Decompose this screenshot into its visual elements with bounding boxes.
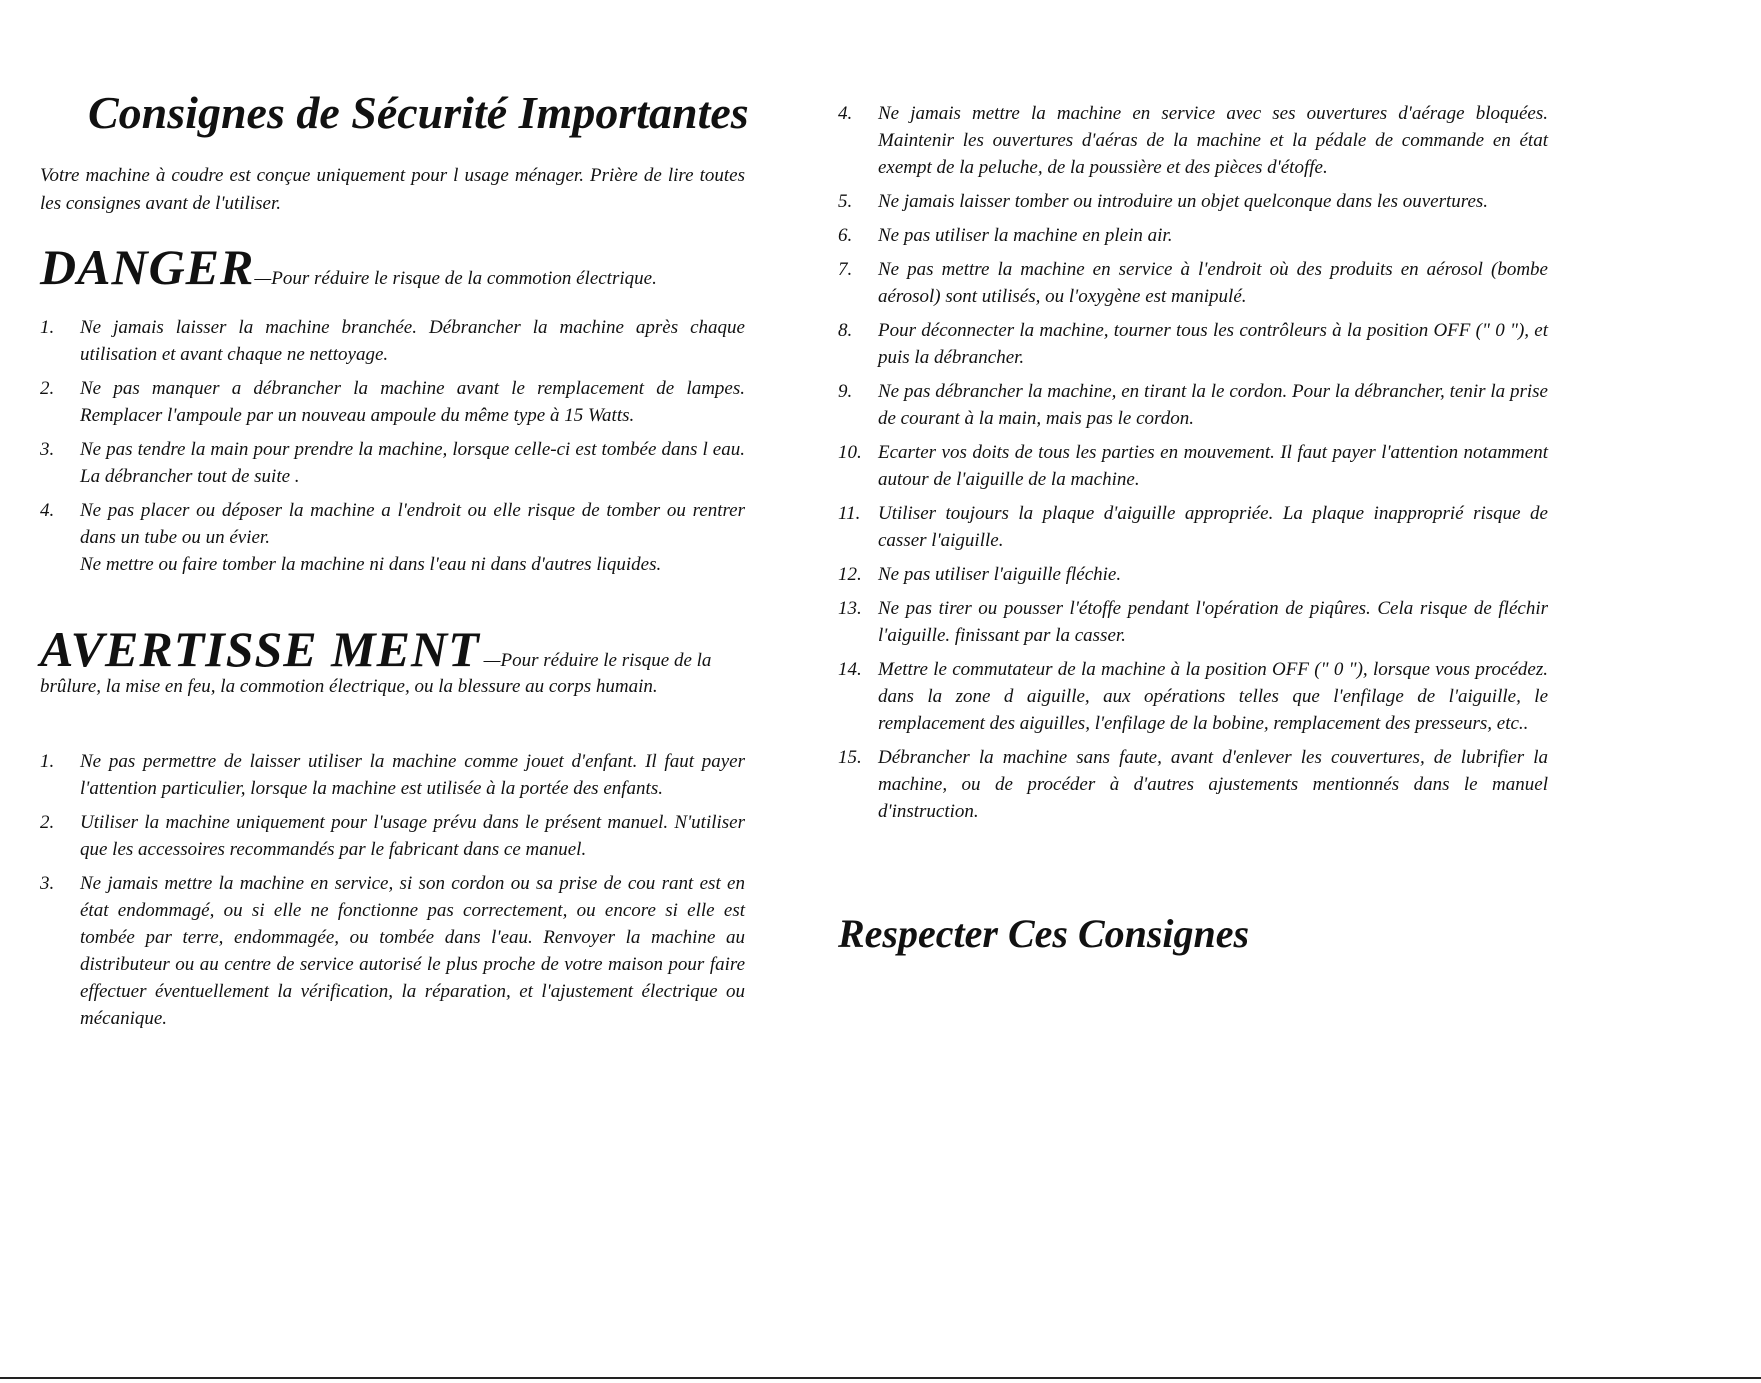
list-item bbox=[838, 378, 1548, 432]
item-extra-text: Ne mettre ou faire tomber la machine ni dans l'eau ni dans d'autres liquides. bbox=[80, 554, 662, 575]
item-text: Ne pas mettre la machine en service à l'endroit où des produits en aérosol (bombe aérosol) sont utilisés, ou l'oxygène est manipulé. bbox=[878, 259, 1548, 307]
list-item bbox=[40, 314, 745, 368]
list-item bbox=[838, 188, 1548, 215]
list-item bbox=[40, 436, 745, 490]
item-number: 3. bbox=[40, 873, 55, 894]
item-text: Ne jamais mettre la machine en service avec ses ouvertures d'aérage bloquées. Maintenir les ouvertures d'aéras de la machine et la pédale de commande en état exempt de la peluche, de la poussière et des pièces d'étoffe. bbox=[878, 103, 1548, 178]
warning-heading bbox=[40, 620, 711, 678]
danger-heading-subtitle: —Pour réduire le risque de la commotion électrique. bbox=[254, 268, 657, 289]
list-item bbox=[838, 256, 1548, 310]
item-number: 5. bbox=[838, 191, 853, 212]
list-item bbox=[838, 656, 1548, 737]
item-number: 11. bbox=[838, 503, 861, 524]
list-item bbox=[838, 317, 1548, 371]
item-number: 6. bbox=[838, 225, 853, 246]
item-text: Pour déconnecter la machine, tourner tous les contrôleurs à la position OFF (" 0 "), et puis la débrancher. bbox=[878, 320, 1548, 368]
list-item bbox=[838, 222, 1548, 249]
danger-heading bbox=[40, 238, 657, 296]
item-text: Ne pas tendre la main pour prendre la machine, lorsque celle-ci est tombée dans l eau. La débrancher tout de suite . bbox=[80, 439, 745, 487]
item-text: Ne pas utiliser l'aiguille fléchie. bbox=[878, 564, 1122, 585]
list-item bbox=[838, 744, 1548, 825]
item-number: 2. bbox=[40, 378, 55, 399]
list-item bbox=[838, 561, 1548, 588]
item-number: 15. bbox=[838, 747, 862, 768]
item-number: 4. bbox=[40, 500, 55, 521]
item-text: Ne pas manquer a débrancher la machine avant le remplacement de lampes. Remplacer l'ampoule par un nouveau ampoule du même type à 15 Watts. bbox=[80, 378, 745, 426]
warning-heading-subtitle: —Pour réduire le risque de la bbox=[483, 650, 712, 671]
intro-paragraph: Votre machine à coudre est conçue uniquement pour l usage ménager. Prière de lire toutes les consignes avant de l'utiliser. bbox=[40, 165, 745, 214]
danger-heading-word: DANGER bbox=[40, 239, 255, 295]
item-number: 14. bbox=[838, 659, 862, 680]
item-text: Ne pas placer ou déposer la machine a l'endroit ou elle risque de tomber ou rentrer dans un tube ou un évier. bbox=[80, 500, 745, 548]
item-text: Ne pas tirer ou pousser l'étoffe pendant l'opération de piqûres. Cela risque de fléchir l'aiguille. finissant par la casser. bbox=[878, 598, 1548, 646]
list-item bbox=[40, 748, 745, 802]
list-item bbox=[40, 497, 745, 578]
warning-subtitle-continued: brûlure, la mise en feu, la commotion électrique, ou la blessure au corps humain. bbox=[40, 676, 658, 697]
list-item bbox=[838, 100, 1548, 181]
item-number: 3. bbox=[40, 439, 55, 460]
warning-heading-word: AVERTISSE MENT bbox=[40, 621, 480, 677]
item-number: 7. bbox=[838, 259, 853, 280]
danger-list bbox=[40, 314, 745, 585]
item-number: 1. bbox=[40, 317, 55, 338]
page-title: Consignes de Sécurité Importantes bbox=[88, 87, 749, 138]
bottom-rule bbox=[0, 1377, 1761, 1379]
closing-title: Respecter Ces Consignes bbox=[838, 911, 1250, 956]
item-text: Utiliser la machine uniquement pour l'usage prévu dans le présent manuel. N'utiliser que les accessoires recommandés par le fabricant dans ce manuel. bbox=[80, 812, 745, 860]
item-number: 1. bbox=[40, 751, 55, 772]
list-item bbox=[838, 439, 1548, 493]
item-text: Ne jamais mettre la machine en service, si son cordon ou sa prise de cou rant est en état endommagé, ou si elle ne fonctionne pas correctement, ou encore si elle est tombée par terre, endommagée, ou tombée dans l'eau. Renvoyer la machine au distributeur ou au centre de service autorisé le plus proche de votre maison pour faire effectuer éventuellement la vérification, la réparation, et l'ajustement électrique ou mécanique. bbox=[80, 873, 745, 1029]
item-number: 13. bbox=[838, 598, 862, 619]
item-text: Débrancher la machine sans faute, avant d'enlever les couvertures, de lubrifier la machine, ou de procéder à d'autres ajustements mentionnés dans le manuel d'instruction. bbox=[878, 747, 1548, 822]
item-number: 10. bbox=[838, 442, 862, 463]
item-text: Ne jamais laisser tomber ou introduire un objet quelconque dans les ouvertures. bbox=[878, 191, 1489, 212]
list-item bbox=[40, 870, 745, 1032]
item-text: Ne pas permettre de laisser utiliser la machine comme jouet d'enfant. Il faut payer l'attention particulier, lorsque la machine est utilisée à la portée des enfants. bbox=[80, 751, 745, 799]
item-text: Utiliser toujours la plaque d'aiguille appropriée. La plaque inapproprié risque de casser l'aiguille. bbox=[878, 503, 1548, 551]
item-text: Ne pas utiliser la machine en plein air. bbox=[878, 225, 1173, 246]
list-item bbox=[40, 375, 745, 429]
warning-list bbox=[40, 748, 745, 1039]
list-item bbox=[40, 809, 745, 863]
item-text: Mettre le commutateur de la machine à la position OFF (" 0 "), lorsque vous procédez. dans la zone d aiguille, aux opérations telles que l'enfilage de l'aiguille, le remplacement des aiguilles, l'enfilage de la bobine, remplacement des presseurs, etc.. bbox=[878, 659, 1548, 734]
continued-warning-list bbox=[838, 100, 1548, 832]
item-number: 2. bbox=[40, 812, 55, 833]
item-text: Ne jamais laisser la machine branchée. Débrancher la machine après chaque utilisation et avant chaque ne nettoyage. bbox=[80, 317, 745, 365]
item-number: 4. bbox=[838, 103, 853, 124]
item-number: 12. bbox=[838, 564, 862, 585]
item-number: 8. bbox=[838, 320, 853, 341]
item-text: Ne pas débrancher la machine, en tirant la le cordon. Pour la débrancher, tenir la prise de courant à la main, mais pas le cordon. bbox=[878, 381, 1548, 429]
list-item bbox=[838, 500, 1548, 554]
item-number: 9. bbox=[838, 381, 853, 402]
item-text: Ecarter vos doits de tous les parties en mouvement. Il faut payer l'attention notamment autour de l'aiguille de la machine. bbox=[878, 442, 1548, 490]
list-item bbox=[838, 595, 1548, 649]
